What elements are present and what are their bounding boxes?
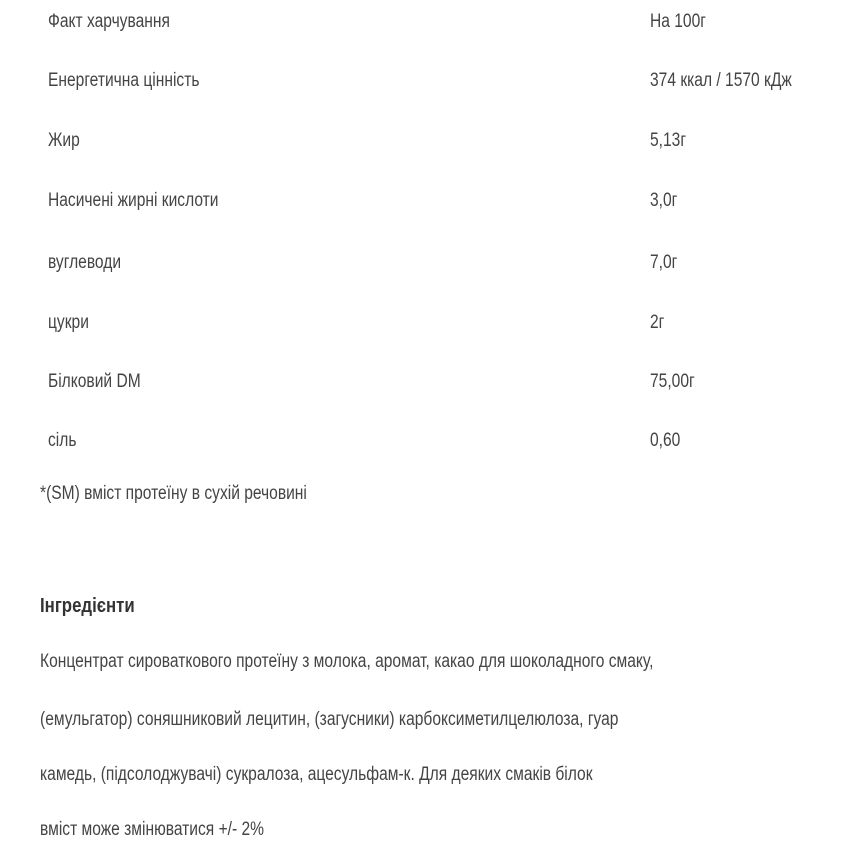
- ingredients-text-line: (емульгатор) соняшниковий лецитин, (загусники) карбоксиметилцелюлоза, гуар: [40, 709, 619, 730]
- nutrition-row-saturated-fat: [0, 189, 860, 249]
- nutrition-header-value: На 100г: [650, 11, 706, 32]
- nutrition-row-value: 3,0г: [650, 190, 678, 211]
- nutrition-row-name: Насичені жирні кислоти: [48, 190, 219, 211]
- nutrition-row-fat: [0, 129, 860, 189]
- nutrition-row-name: сіль: [48, 430, 77, 451]
- ingredients-heading: Інгредієнти: [40, 595, 135, 617]
- ingredients-text-line: камедь, (підсолоджувачі) сукралоза, ацесульфам-к. Для деяких смаків білок: [40, 764, 593, 785]
- nutrition-footnote: *(SM) вміст протеїну в сухій речовині: [40, 483, 307, 504]
- nutrition-row-value: 374 ккал / 1570 кДж: [650, 70, 792, 91]
- nutrition-row-name: Енергетична цінність: [48, 70, 200, 91]
- nutrition-row-value: 5,13г: [650, 130, 687, 151]
- nutrition-row-name: Білковий DM: [48, 371, 141, 392]
- nutrition-row-sugars: [0, 311, 860, 371]
- nutrition-header-row: [0, 10, 860, 70]
- nutrition-row-name: Жир: [48, 130, 80, 151]
- nutrition-row-value: 0,60: [650, 430, 681, 451]
- nutrition-row-salt: [0, 429, 860, 489]
- nutrition-row-name: цукри: [48, 312, 89, 333]
- nutrition-row-protein: [0, 370, 860, 430]
- nutrition-header-name: Факт харчування: [48, 11, 170, 32]
- ingredients-text-line: вміст може змінюватися +/- 2%: [40, 819, 265, 840]
- nutrition-row-value: 75,00г: [650, 371, 695, 392]
- nutrition-row-name: вуглеводи: [48, 252, 122, 273]
- nutrition-row-value: 2г: [650, 312, 665, 333]
- nutrition-row-energy: [0, 69, 860, 129]
- nutrition-row-value: 7,0г: [650, 252, 678, 273]
- nutrition-row-carbohydrates: [0, 251, 860, 311]
- ingredients-text-line: Концентрат сироваткового протеїну з молока, аромат, какао для шоколадного смаку,: [40, 651, 654, 672]
